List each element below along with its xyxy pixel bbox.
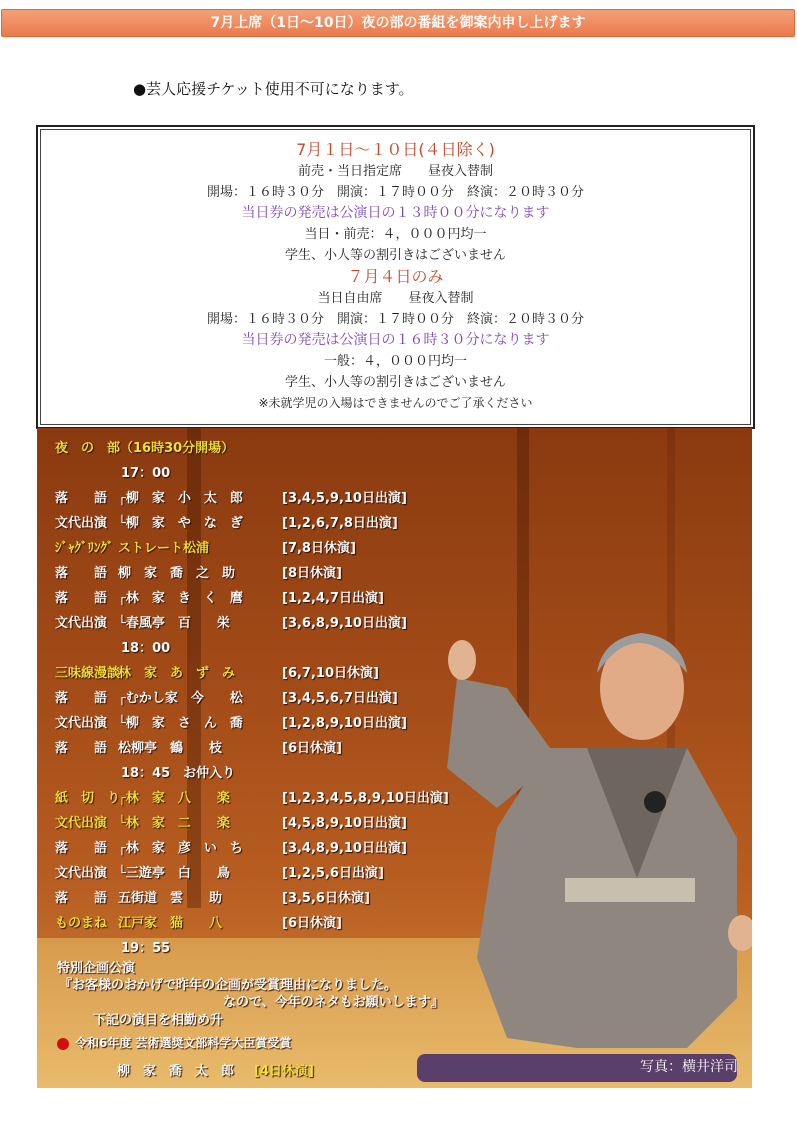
program-row [55,661,449,686]
special-note: 下記の演目を相勤め升 [93,1013,224,1028]
program-row [55,611,449,636]
performer-name: └柳 家 や な ぎ [118,516,243,531]
performer-name: 松柳亭 鶴 枝 [118,741,223,756]
photo-credit: 写真：横井洋司 [640,1059,738,1075]
performance-days: [1,2,4,7日出演] [282,591,384,606]
performance-days: [3,4,5,6,7日出演] [282,691,398,706]
program-row [55,911,449,936]
info-line-price: 一般：４，０００円均一 [323,354,467,369]
performer-name: └三遊亭 白 鳥 [118,866,230,881]
performance-days: [3,5,6日休演] [282,891,370,906]
performance-days: [3,6,8,9,10日出演] [282,616,407,631]
program-genre: 紙 切 り [55,791,121,806]
performer-name: 五街道 雲 助 [118,891,223,906]
performance-days: [1,2,3,4,5,8,9,10日出演] [282,791,449,806]
time-slot: 18：00 [121,641,171,656]
performance-days: [1,2,5,6日出演] [282,866,384,881]
program-genre: 落 語 [55,891,108,906]
info-line: 開場：１６時３０分 開演：１７時００分 終演：２０時３０分 [206,185,584,200]
info-line: 当日自由席 昼夜入替制 [317,291,474,306]
program-row [55,786,449,811]
performance-days: [3,4,8,9,10日出演] [282,841,407,856]
info-heading-dates: 7月１日～１０日(４日除く) [296,140,495,159]
program-row [55,836,449,861]
performer-name: 柳 家 喬 之 助 [118,566,236,581]
program-genre: 落 語 [55,566,108,581]
performance-days: [7,8日休演] [282,541,356,556]
award-text: 令和6年度 芸術選奨文部科学大臣賞受賞 [75,1036,292,1050]
program-genre: 文代出演 [55,816,108,831]
program-row [55,686,449,711]
performance-days: [6日休演] [282,741,342,756]
red-dot-icon [57,1038,69,1050]
program-genre: 落 語 [55,841,108,856]
schedule-info-box [36,125,755,429]
performer-photo [437,578,752,1078]
special-title: 特別企画公演 [57,961,136,976]
program-row [55,711,449,736]
performer-name: ┌林 家 き く 麿 [118,591,243,606]
info-line-note: ※未就学児の入場はできませんのでご了承ください [258,396,533,410]
headliner-name: 柳 家 喬 太 郎 [117,1064,235,1079]
performance-days: [3,4,5,9,10日出演] [282,491,407,506]
special-quote-1: 『お客様のおかげで昨年の企画が受賞理由になりました。 [59,978,398,993]
performer-name: └柳 家 さ ん 喬 [118,716,243,731]
performer-name: ┌柳 家 小 太 郎 [118,491,243,506]
headliner-note: [4日休演] [254,1064,314,1079]
performer-name: └林 家 二 楽 [118,816,230,831]
performance-days: [4,5,8,9,10日出演] [282,816,407,831]
performance-days: [8日休演] [282,566,342,581]
program-row [55,486,449,511]
program-row [55,586,449,611]
program-row [55,811,449,836]
performer-name: └春風亭 百 栄 [118,616,230,631]
info-line-price: 当日・前売：４，０００円均一 [304,227,487,242]
award-line [57,1034,292,1051]
performer-name: ┌林 家 彦 い ち [118,841,243,856]
performer-name: ┌林 家 八 楽 [118,791,230,806]
time-slot: 19：55 [121,941,171,956]
info-line: 開場：１６時３０分 開演：１７時００分 終演：２０時３０分 [206,312,584,327]
special-performance [57,960,444,1029]
headliner-row [117,1060,314,1079]
program-genre: 落 語 [55,691,108,706]
special-quote-2: なので、今年のネタもお願いします』 [223,995,444,1010]
info-line: 学生、小人等の割引きはございません [284,248,506,263]
program-genre: 文代出演 [55,866,108,881]
program-genre: ものまね [55,916,108,931]
performer-name: 林 家 あ ず み [118,666,236,681]
ticket-notice: ●芸人応援チケット使用不可になります。 [133,80,414,98]
program-panel [37,428,752,1088]
program-header: 夜 の 部（16時30分開場） [55,441,235,456]
info-line-sale: 当日券の発売は公演日の１６時３０分になります [241,332,550,348]
performer-name: ┌むかし家 今 松 [118,691,243,706]
program-genre: 落 語 [55,591,108,606]
info-line: 学生、小人等の割引きはございません [284,375,506,390]
info-heading-day4: ７月４日のみ [347,267,444,286]
time-slot: 18：45 お仲入り [121,766,236,781]
program-row [55,511,449,536]
time-slot: 17：00 [121,466,171,481]
program-row [55,561,449,586]
program-row [55,736,449,761]
info-line: 前売・当日指定席 昼夜入替制 [297,164,493,179]
program-list [55,436,449,961]
performance-days: [6日休演] [282,916,342,931]
performer-name: 江戸家 猫 八 [118,916,223,931]
performer-name: ストレート松浦 [118,541,210,556]
program-row [55,861,449,886]
program-genre: 文代出演 [55,516,108,531]
program-genre: 文代出演 [55,716,108,731]
program-genre: 落 語 [55,741,108,756]
program-row [55,536,449,561]
performance-days: [1,2,8,9,10日出演] [282,716,407,731]
program-genre: 落 語 [55,491,108,506]
performance-days: [1,2,6,7,8日出演] [282,516,398,531]
performance-days: [6,7,10日休演] [282,666,379,681]
program-row [55,886,449,911]
program-genre: 三味線漫談 [55,666,121,681]
info-line-sale: 当日券の発売は公演日の１３時００分になります [241,205,550,221]
program-genre: 文代出演 [55,616,108,631]
page-banner: 7月上席（1日～10日）夜の部の番組を御案内申し上げます [1,9,795,37]
program-genre: ｼﾞｬｸﾞﾘﾝｸﾞ [55,541,114,556]
